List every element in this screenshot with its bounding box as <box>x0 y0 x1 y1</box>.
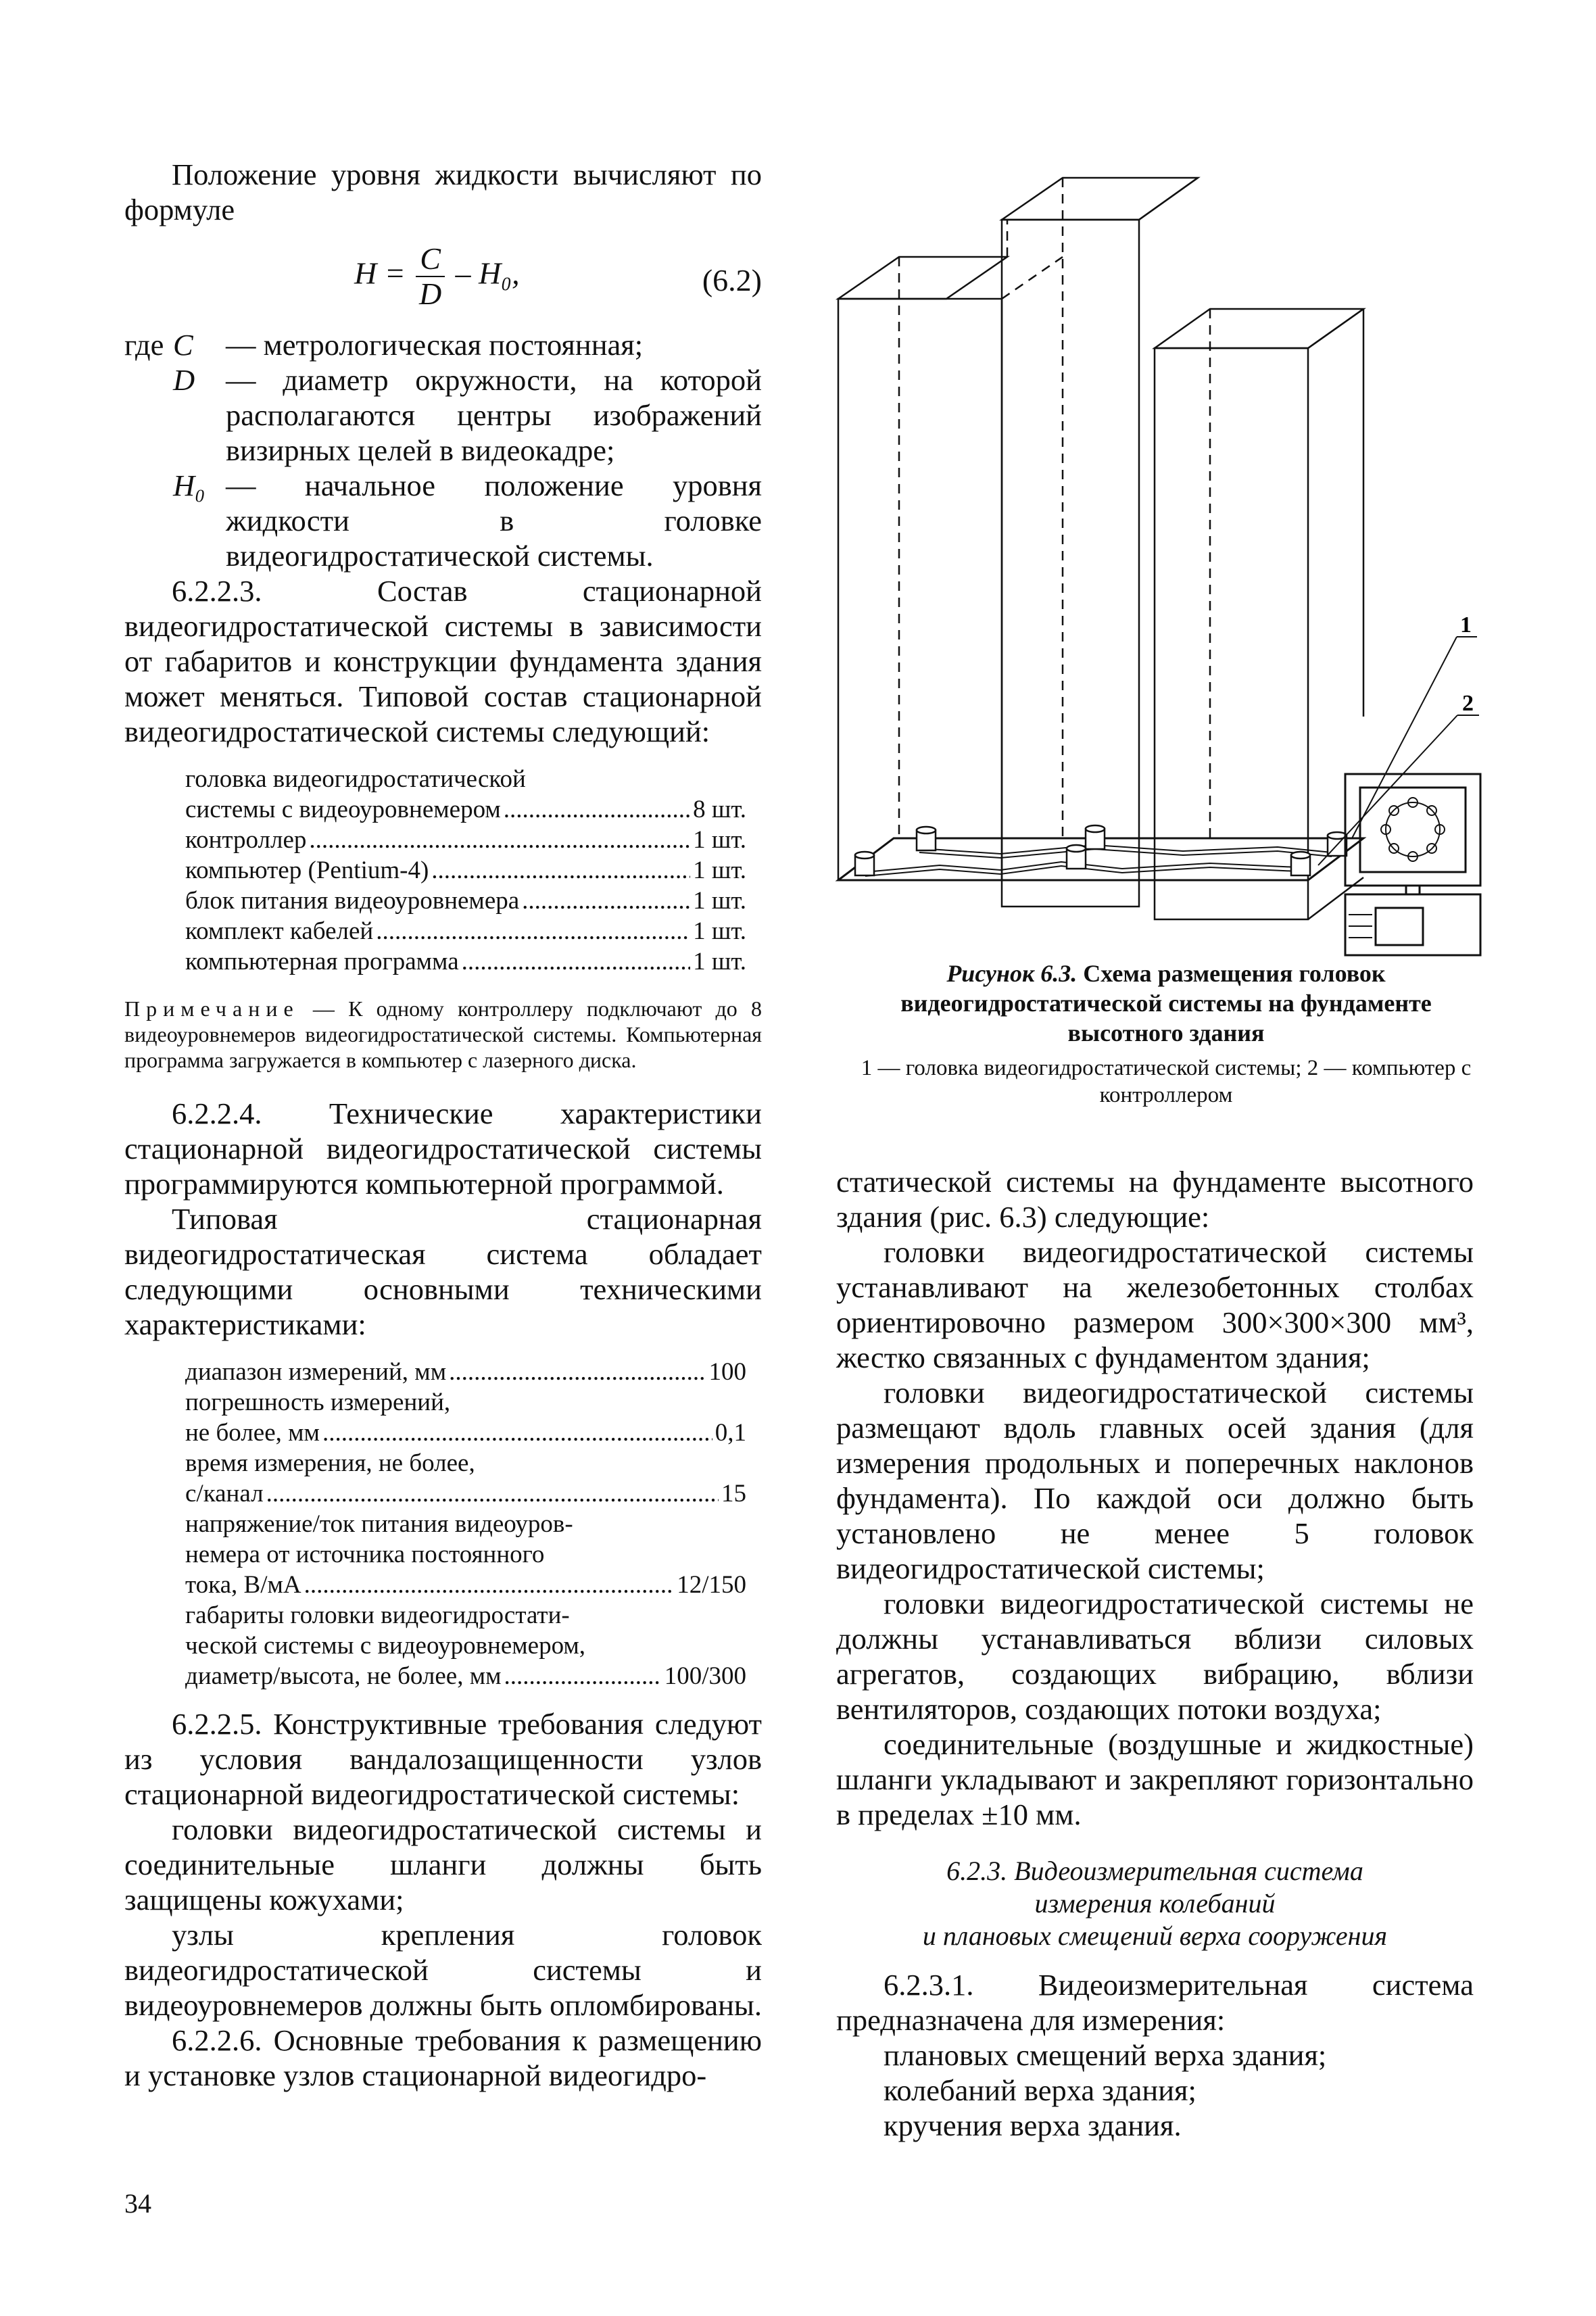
paragraph-hoses: головки видеогидростатической системы и соединительные шланги должны быть защищены кожухами; <box>124 1812 762 1916</box>
composition-value: 1 шт. <box>693 948 746 975</box>
tower-left-top <box>838 257 1007 299</box>
characteristic-label: не более, мм <box>185 1419 320 1447</box>
formula-fraction <box>416 242 445 311</box>
characteristic-value: 12/150 <box>677 1571 746 1599</box>
caption-text: Схема размещения головок видеогидростатической системы на фундаменте высотного здания <box>900 960 1432 1046</box>
head-icon <box>1291 852 1310 875</box>
characteristic-value: 100/300 <box>664 1662 746 1690</box>
composition-label: компьютер (Pentium-4) <box>185 857 429 884</box>
characteristic-item <box>185 1661 746 1691</box>
formula-lhs: H = <box>354 256 406 291</box>
characteristic-label: тока, В/мА <box>185 1571 301 1599</box>
formula-number: (6.2) <box>702 263 762 297</box>
characteristics-list <box>185 1357 746 1691</box>
composition-list <box>185 764 746 977</box>
paragraph-typical: Типовая стационарная видеогидростатическая система обладает следующими основными техническими характеристиками: <box>124 1202 762 1341</box>
characteristic-item <box>185 1570 746 1600</box>
composition-value: 8 шт. <box>693 796 746 823</box>
characteristic-value: 100 <box>708 1358 746 1386</box>
list-item: кручения верха здания. <box>884 2108 1182 2142</box>
foundation-diagram <box>831 152 1501 963</box>
definition-lead: где <box>124 328 164 362</box>
list-item: колебаний верха здания; <box>884 2073 1196 2107</box>
formula-denominator: D <box>418 276 442 311</box>
head-icon <box>1086 825 1105 849</box>
characteristic-line: погрешность измерений, <box>185 1389 451 1416</box>
tower-right-top <box>1155 309 1363 348</box>
composition-item <box>185 825 746 855</box>
definition-text: — диаметр окружности, на которой располагаются центры изображений визирных целей в видеокадре; <box>226 363 762 467</box>
characteristic-line: габариты головки видеогидростати- <box>185 1601 570 1629</box>
caption-legend: 1 — головка видеогидростатической системы; 2 — компьютер с контроллером <box>861 1056 1472 1107</box>
paragraph-6-2-2-4: 6.2.2.4. Технические характеристики стационарной видеогидростатической системы программируются компьютерной программой. <box>124 1096 762 1201</box>
characteristic-item <box>185 1418 746 1448</box>
screen-targets <box>1381 798 1445 861</box>
figure-caption <box>855 959 1477 1109</box>
characteristic-line: напряжение/ток питания видеоуров- <box>185 1510 573 1538</box>
note-text: — К одному контроллеру подключают до 8 видеоуровнемеров видеогидростатической системы. Компьютерная программа загружается в компьютер с лазерного диска. <box>124 996 763 1072</box>
formula-intro: Положение уровня жидкости вычисляют по формуле <box>124 158 762 226</box>
composition-item <box>185 886 746 916</box>
definition-row <box>124 327 762 362</box>
heading-line: измерения колебаний <box>1034 1888 1276 1919</box>
caption-number: Рисунок 6.3. <box>946 960 1078 987</box>
characteristic-label: диаметр/высота, не более, мм <box>185 1662 502 1690</box>
paragraph-6-2-2-5: 6.2.2.5. Конструктивные требования следуют из условия вандалозащищенности узлов стационарной видеогидростатической системы: <box>124 1707 762 1811</box>
composition-item <box>185 794 746 825</box>
note-label: Примечание <box>124 996 299 1021</box>
paragraph-6-2-2-6: 6.2.2.6. Основные требования к размещению и установке узлов стационарной видеогидро- <box>124 2023 762 2092</box>
label-1: 1 <box>1460 612 1472 637</box>
formula-rhs: – H₀, <box>455 256 520 291</box>
composition-label: блок питания видеоуровнемера <box>185 887 520 915</box>
composition-value: 1 шт. <box>693 857 746 884</box>
characteristic-label: с/канал <box>185 1480 264 1507</box>
paragraph-mounts: узлы крепления головок видеогидростатической системы и видеоуровнемеров должны быть опломбированы. <box>124 1918 762 2022</box>
characteristic-line: немера от источника постоянного <box>185 1541 545 1568</box>
definition-symbol: C <box>173 328 193 362</box>
right-column <box>836 1164 1474 2143</box>
composition-item <box>185 855 746 886</box>
composition-value: 1 шт. <box>693 917 746 945</box>
composition-item <box>185 916 746 946</box>
characteristic-item <box>185 1357 746 1387</box>
composition-label: контроллер <box>185 826 307 854</box>
tower-left-front <box>838 299 1002 880</box>
characteristic-value: 0,1 <box>715 1419 746 1447</box>
composition-item <box>185 946 746 977</box>
definition-symbol: D <box>173 363 195 397</box>
tower-right-front <box>1155 348 1308 919</box>
label-2: 2 <box>1462 691 1474 716</box>
hose-back <box>919 845 1332 854</box>
left-column <box>124 157 762 2093</box>
definition-row <box>124 362 762 468</box>
section-heading-6-2-3 <box>836 1855 1474 1952</box>
characteristic-label: диапазон измерений, мм <box>185 1358 447 1386</box>
formula-6-2 <box>124 234 762 322</box>
definition-text: — начальное положение уровня жидкости в головке видеогидростатической системы. <box>226 468 762 573</box>
composition-value: 1 шт. <box>693 887 746 915</box>
characteristic-line: время измерения, не более, <box>185 1449 475 1477</box>
characteristic-value: 15 <box>721 1480 746 1507</box>
composition-label: комплект кабелей <box>185 917 374 945</box>
characteristic-line: ческой системы с видеоуровнемером, <box>185 1632 586 1660</box>
head-icon <box>1067 845 1086 869</box>
composition-label: компьютерная программа <box>185 948 459 975</box>
composition-value: 1 шт. <box>693 826 746 854</box>
composition-first-line: головка видеогидростатической <box>185 765 526 793</box>
heading-line: 6.2.3. Видеоизмерительная система <box>946 1856 1363 1886</box>
note <box>124 996 762 1073</box>
list-item: плановых смещений верха здания; <box>884 2038 1327 2072</box>
heading-line: и плановых смещений верха сооружения <box>922 1921 1388 1951</box>
definition-text: — метрологическая постоянная; <box>226 328 644 362</box>
page-number: 34 <box>124 2188 151 2219</box>
composition-label: системы с видеоуровнемером <box>185 796 501 823</box>
definition-lead <box>124 468 173 573</box>
computer-icon <box>1345 774 1480 955</box>
definition-symbol: H₀ <box>173 468 205 502</box>
paragraph-6-2-3-1: 6.2.3.1. Видеоизмерительная система предназначена для измерения: <box>836 1968 1474 2037</box>
paragraph-r4: соединительные (воздушные и жидкостные) шланги укладывают и закрепляют горизонтально в пределах ±10 мм. <box>836 1727 1474 1831</box>
paragraph-r1: головки видеогидростатической системы устанавливают на железобетонных столбах ориентировочно размером 300×300×300 мм³, жестко связанных с фундаментом здания; <box>836 1235 1474 1374</box>
tower-middle-front <box>1002 220 1139 907</box>
head-icon <box>917 827 936 850</box>
paragraph-6-2-2-3: 6.2.2.3. Состав стационарной видеогидростатической системы в зависимости от габаритов и конструкции фундамента здания может меняться. Типовой состав стационарной видеогидростатической системы следующий: <box>124 574 762 748</box>
formula-expression <box>354 242 520 311</box>
caption-title <box>855 959 1477 1048</box>
head-icon <box>855 852 874 875</box>
definition-row <box>124 468 762 573</box>
formula-numerator: C <box>416 242 445 277</box>
paragraph-r2: головки видеогидростатической системы размещают вдоль главных осей здания (для измерения продольных и поперечных наклонов фундамента). По каждой оси должно быть установлено не менее 5 головок видеогидростатической системы; <box>836 1376 1474 1585</box>
paragraph-r3: головки видеогидростатической системы не должны устанавливаться вблизи силовых агрегатов, создающих вибрацию, вблизи вентиляторов, создающих потоки воздуха; <box>836 1587 1474 1726</box>
formula-definitions <box>124 327 762 573</box>
characteristic-item <box>185 1478 746 1509</box>
paragraph-continuation: статической системы на фундаменте высотного здания (рис. 6.3) следующие: <box>836 1165 1474 1234</box>
definition-lead <box>124 362 173 468</box>
